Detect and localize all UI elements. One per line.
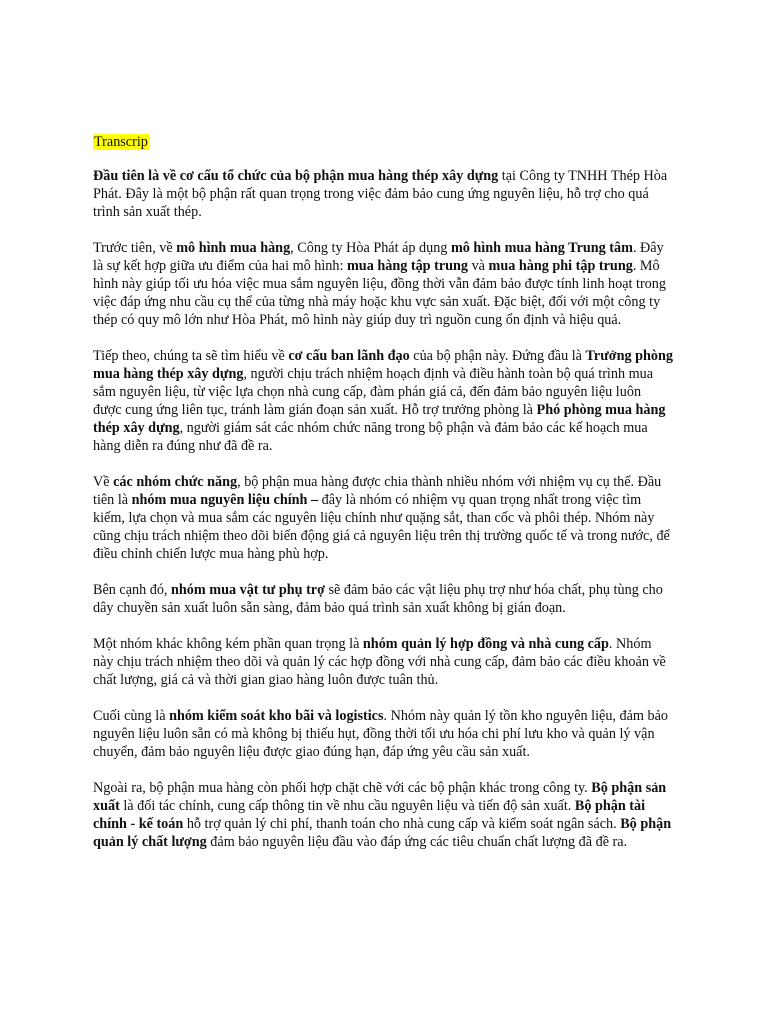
body-text: Tiếp theo, chúng ta sẽ tìm hiểu về [93,348,289,364]
bold-text: Phó phòng mua hàng thép xây dựng [93,402,666,436]
body-text: đây là nhóm có nhiệm vụ quan trọng nhất trong việc tìm kiếm, lựa chọn và mua sắm các nguyên liệu chính như quặng sắt, than cốc và phôi thép. Nhóm này cũng chịu trách nhiệm theo dõi biến động giá cả nguyên liệu trên thị trường quốc tế và trong nước, để điều chỉnh chiến lược mua hàng phù hợp. [93,492,670,562]
paragraph [93,581,673,617]
body-text: đảm bảo nguyên liệu đầu vào đáp ứng các tiêu chuẩn chất lượng đã đề ra. [206,834,628,850]
paragraph [93,635,673,689]
body-text: . Nhóm này quản lý tồn kho nguyên liệu, đảm bảo nguyên liệu luôn sẵn có mà không bị thiếu hụt, đồng thời tối ưu hóa chi phí lưu kho và quản lý vận chuyển, đảm bảo nguyên liệu được giao đúng hạn, đáp ứng yêu cầu sản xuất. [93,708,668,760]
highlighted-heading-text: Transcrip [94,134,148,150]
transcript-heading [93,133,673,151]
body-text: Một nhóm khác không kém phần quan trọng là [93,636,363,652]
paragraph [93,707,673,761]
paragraph [93,779,673,851]
body-text: . Nhóm này chịu trách nhiệm theo dõi và quản lý các hợp đồng với nhà cung cấp, đảm bảo các điều khoản về chất lượng, giá cả và thời gian giao hàng luôn được tuân thủ. [93,636,666,688]
body-text: và [468,258,489,274]
body-text: hỗ trợ quản lý chi phí, thanh toán cho nhà cung cấp và kiểm soát ngân sách. [183,816,621,832]
bold-text: Bộ phận sản xuất [93,780,667,814]
bold-text: Bộ phận tài chính - kế toán [93,798,646,832]
body-text: , người giám sát các nhóm chức năng trong bộ phận và đảm bảo các kế hoạch mua hàng diễn ra đúng như đã đề ra. [93,420,648,454]
bold-text: Bộ phận quản lý chất lượng [93,816,672,850]
bold-text: mua hàng phi tập trung [488,258,633,274]
body-text: tại Công ty TNHH Thép Hòa Phát. Đây là một bộ phận rất quan trọng trong việc đảm bảo cung ứng nguyên liệu, hỗ trợ cho quá trình sản xuất thép. [93,168,668,220]
bold-text: cơ cấu ban lãnh đạo [288,348,410,364]
paragraph [93,239,673,329]
document-body [93,167,673,851]
body-text: Cuối cùng là [93,708,170,724]
bold-text: Trưởng phòng mua hàng thép xây dựng [93,348,673,382]
paragraph [93,167,673,221]
bold-text: nhóm kiểm soát kho bãi và logistics [169,708,384,724]
bold-text: Đầu tiên là về cơ cấu tổ chức của bộ phận mua hàng thép xây dựng [93,168,499,184]
body-text: . Đây là sự kết hợp giữa ưu điểm của hai mô hình: [93,240,664,274]
body-text: là đối tác chính, cung cấp thông tin về nhu cầu nguyên liệu và tiến độ sản xuất. [119,798,575,814]
bold-text: các nhóm chức năng [113,474,238,490]
body-text: sẽ đảm bảo các vật liệu phụ trợ như hóa chất, phụ tùng cho dây chuyền sản xuất luôn sẵn sàng, đảm bảo quá trình sản xuất không bị gián đoạn. [93,582,663,616]
body-text: , Công ty Hòa Phát áp dụng [290,240,451,256]
bold-text: mua hàng tập trung [346,258,469,274]
body-text: . Mô hình này giúp tối ưu hóa việc mua sắm nguyên liệu, đồng thời vẫn đảm bảo được tính linh hoạt trong việc đáp ứng nhu cầu cụ thể của từng nhà máy hoặc khu vực sản xuất. Đặc biệt, đối với một công ty thép có quy mô lớn như Hòa Phát, mô hình này giúp duy trì nguồn cung ổn định và hiệu quả. [93,258,666,328]
bold-text: nhóm mua vật tư phụ trợ [171,582,325,598]
bold-text: mô hình mua hàng Trung tâm [450,240,633,256]
bold-text: nhóm mua nguyên liệu chính – [131,492,319,508]
bold-text: nhóm quản lý hợp đồng và nhà cung cấp [362,636,609,652]
body-text: , bộ phận mua hàng được chia thành nhiều nhóm với nhiệm vụ cụ thể. Đầu tiên là [93,474,662,508]
body-text: Về [93,474,114,490]
paragraph [93,347,673,455]
body-text: Ngoài ra, bộ phận mua hàng còn phối hợp chặt chẽ với các bộ phận khác trong công ty. [93,780,592,796]
body-text: Bên cạnh đó, [93,582,172,598]
body-text: Trước tiên, về [93,240,177,256]
document-page [93,133,673,869]
paragraph [93,473,673,563]
body-text: của bộ phận này. Đứng đầu là [409,348,586,364]
body-text: , người chịu trách nhiệm hoạch định và điều hành toàn bộ quá trình mua sắm nguyên liệu, từ việc lựa chọn nhà cung cấp, đàm phán giá cả, đến đảm bảo nguyên liệu luôn được cung ứng liên tục, tránh làm gián đoạn sản xuất. Hỗ trợ trưởng phòng là [93,366,654,418]
bold-text: mô hình mua hàng [176,240,291,256]
